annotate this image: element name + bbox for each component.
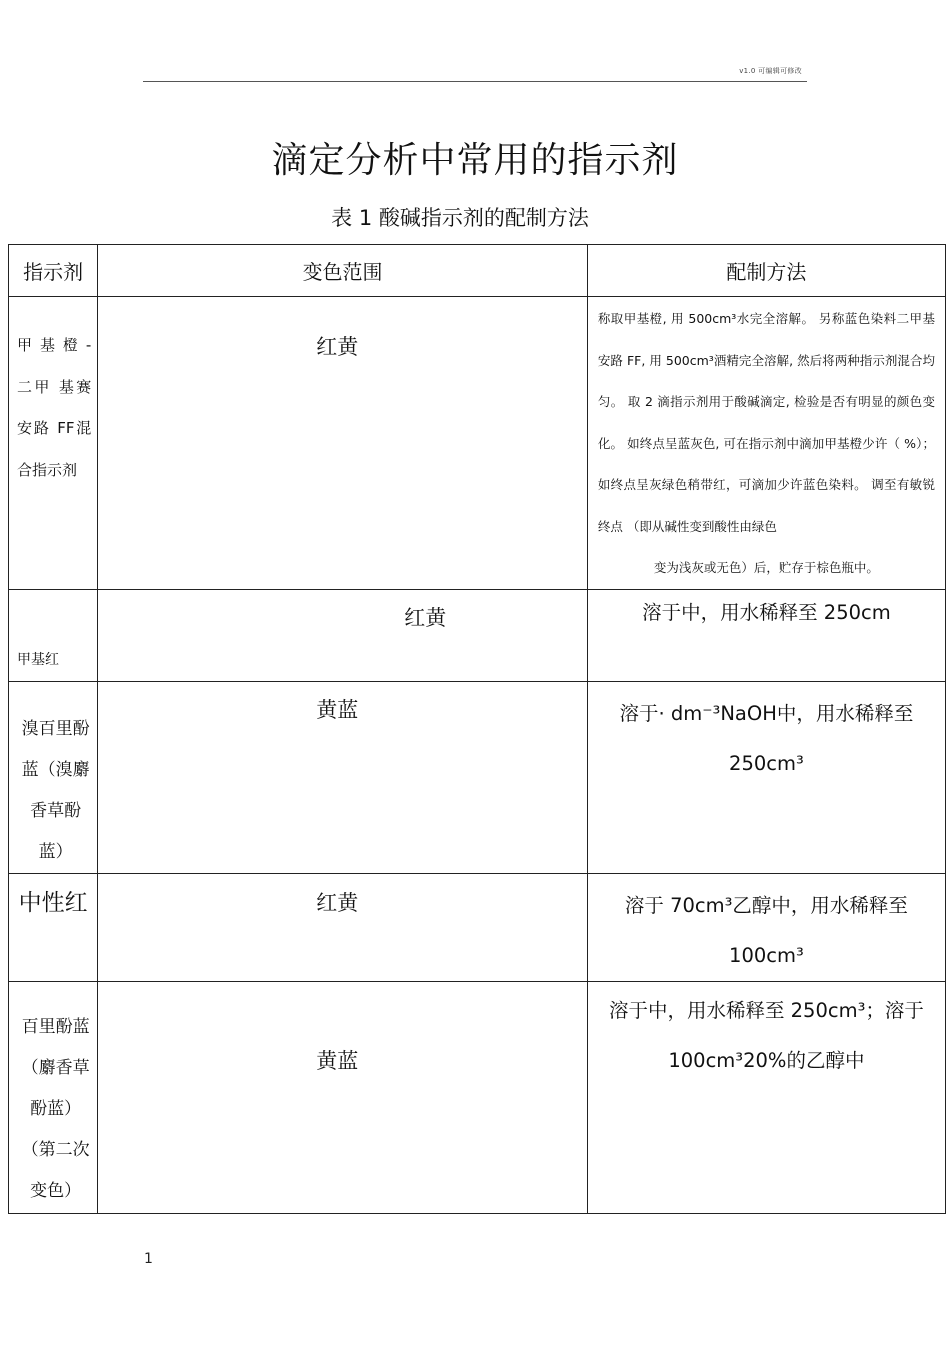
indicator-name: 中性红	[18, 889, 88, 916]
table-row	[9, 681, 946, 873]
indicator-name-cell	[9, 589, 98, 681]
preparation-method: 溶于中，用水稀释至 250cm³；溶于 100cm³20%的乙醇中	[608, 998, 924, 1072]
table-row	[9, 981, 946, 1213]
header-rule	[143, 81, 807, 82]
page-number: 1	[144, 1251, 153, 1267]
table-row	[9, 297, 946, 590]
preparation-cell	[587, 873, 945, 981]
indicator-name: 甲 基 橙 -二甲 基赛安路 FF混合指示剂	[17, 336, 92, 479]
color-range: 红黄	[316, 335, 359, 359]
preparation-method	[588, 297, 945, 589]
header-preparation: 配制方法	[587, 245, 945, 297]
indicator-name: 甲基红	[17, 651, 59, 668]
header-color-range: 变色范围	[98, 245, 588, 297]
color-range: 黄蓝	[316, 697, 359, 722]
preparation-cell	[587, 297, 945, 590]
color-range: 黄蓝	[316, 1048, 359, 1073]
preparation-method: 溶于 70cm³乙醇中，用水稀释至 100cm³	[624, 893, 908, 967]
preparation-method-text: 称取甲基橙, 用 500cm³水完全溶解。 另称蓝色染料二甲基安路 FF, 用 500cm³酒精完全溶解, 然后将两种指示剂混合均匀。 取 2 滴指示剂用于酸碱滴定, 检验是否有明显的颜色变化。 如终点呈蓝灰色, 可在指示剂中滴加甲基橙少许（ %）；如终点呈灰绿色稍带红，可滴加少许蓝色染料。 调至有敏锐终点 （即从碱性变到酸性由绿色	[597, 311, 935, 534]
preparation-method: 溶于· dm⁻³NaOH中，用水稀释至 250cm³	[619, 701, 914, 775]
color-range: 红黄	[316, 890, 359, 915]
color-range-cell	[98, 873, 588, 981]
preparation-cell	[587, 681, 945, 873]
header-indicator: 指示剂	[9, 245, 98, 297]
indicator-name-cell	[9, 297, 98, 590]
table-header-row	[9, 245, 946, 297]
indicator-name-cell	[9, 681, 98, 873]
preparation-method: 溶于中，用水稀释至 250cm	[642, 600, 891, 624]
preparation-method-last-line: 变为浅灰或无色）后，贮存于棕色瓶中。	[653, 560, 879, 575]
indicator-name: 百里酚蓝（麝香草酚蓝）（第二次变色）	[21, 1016, 90, 1201]
color-range: 红黄	[404, 605, 447, 630]
color-range-cell	[98, 297, 588, 590]
color-range-cell	[98, 681, 588, 873]
table-row	[9, 589, 946, 681]
document-title: 滴定分析中常用的指示剂	[271, 140, 679, 181]
table-row	[9, 873, 946, 981]
preparation-cell	[587, 589, 945, 681]
indicator-name: 溴百里酚蓝（溴麝香草酚蓝）	[21, 718, 90, 862]
table-caption: 表 1 酸碱指示剂的配制方法	[331, 206, 589, 230]
color-range-cell	[98, 981, 588, 1213]
indicator-name-cell	[9, 873, 98, 981]
indicator-table	[8, 244, 946, 1214]
indicator-name-cell	[9, 981, 98, 1213]
color-range-cell	[98, 589, 588, 681]
header-version-note: v1.0 可编辑可修改	[739, 67, 802, 75]
preparation-cell	[587, 981, 945, 1213]
